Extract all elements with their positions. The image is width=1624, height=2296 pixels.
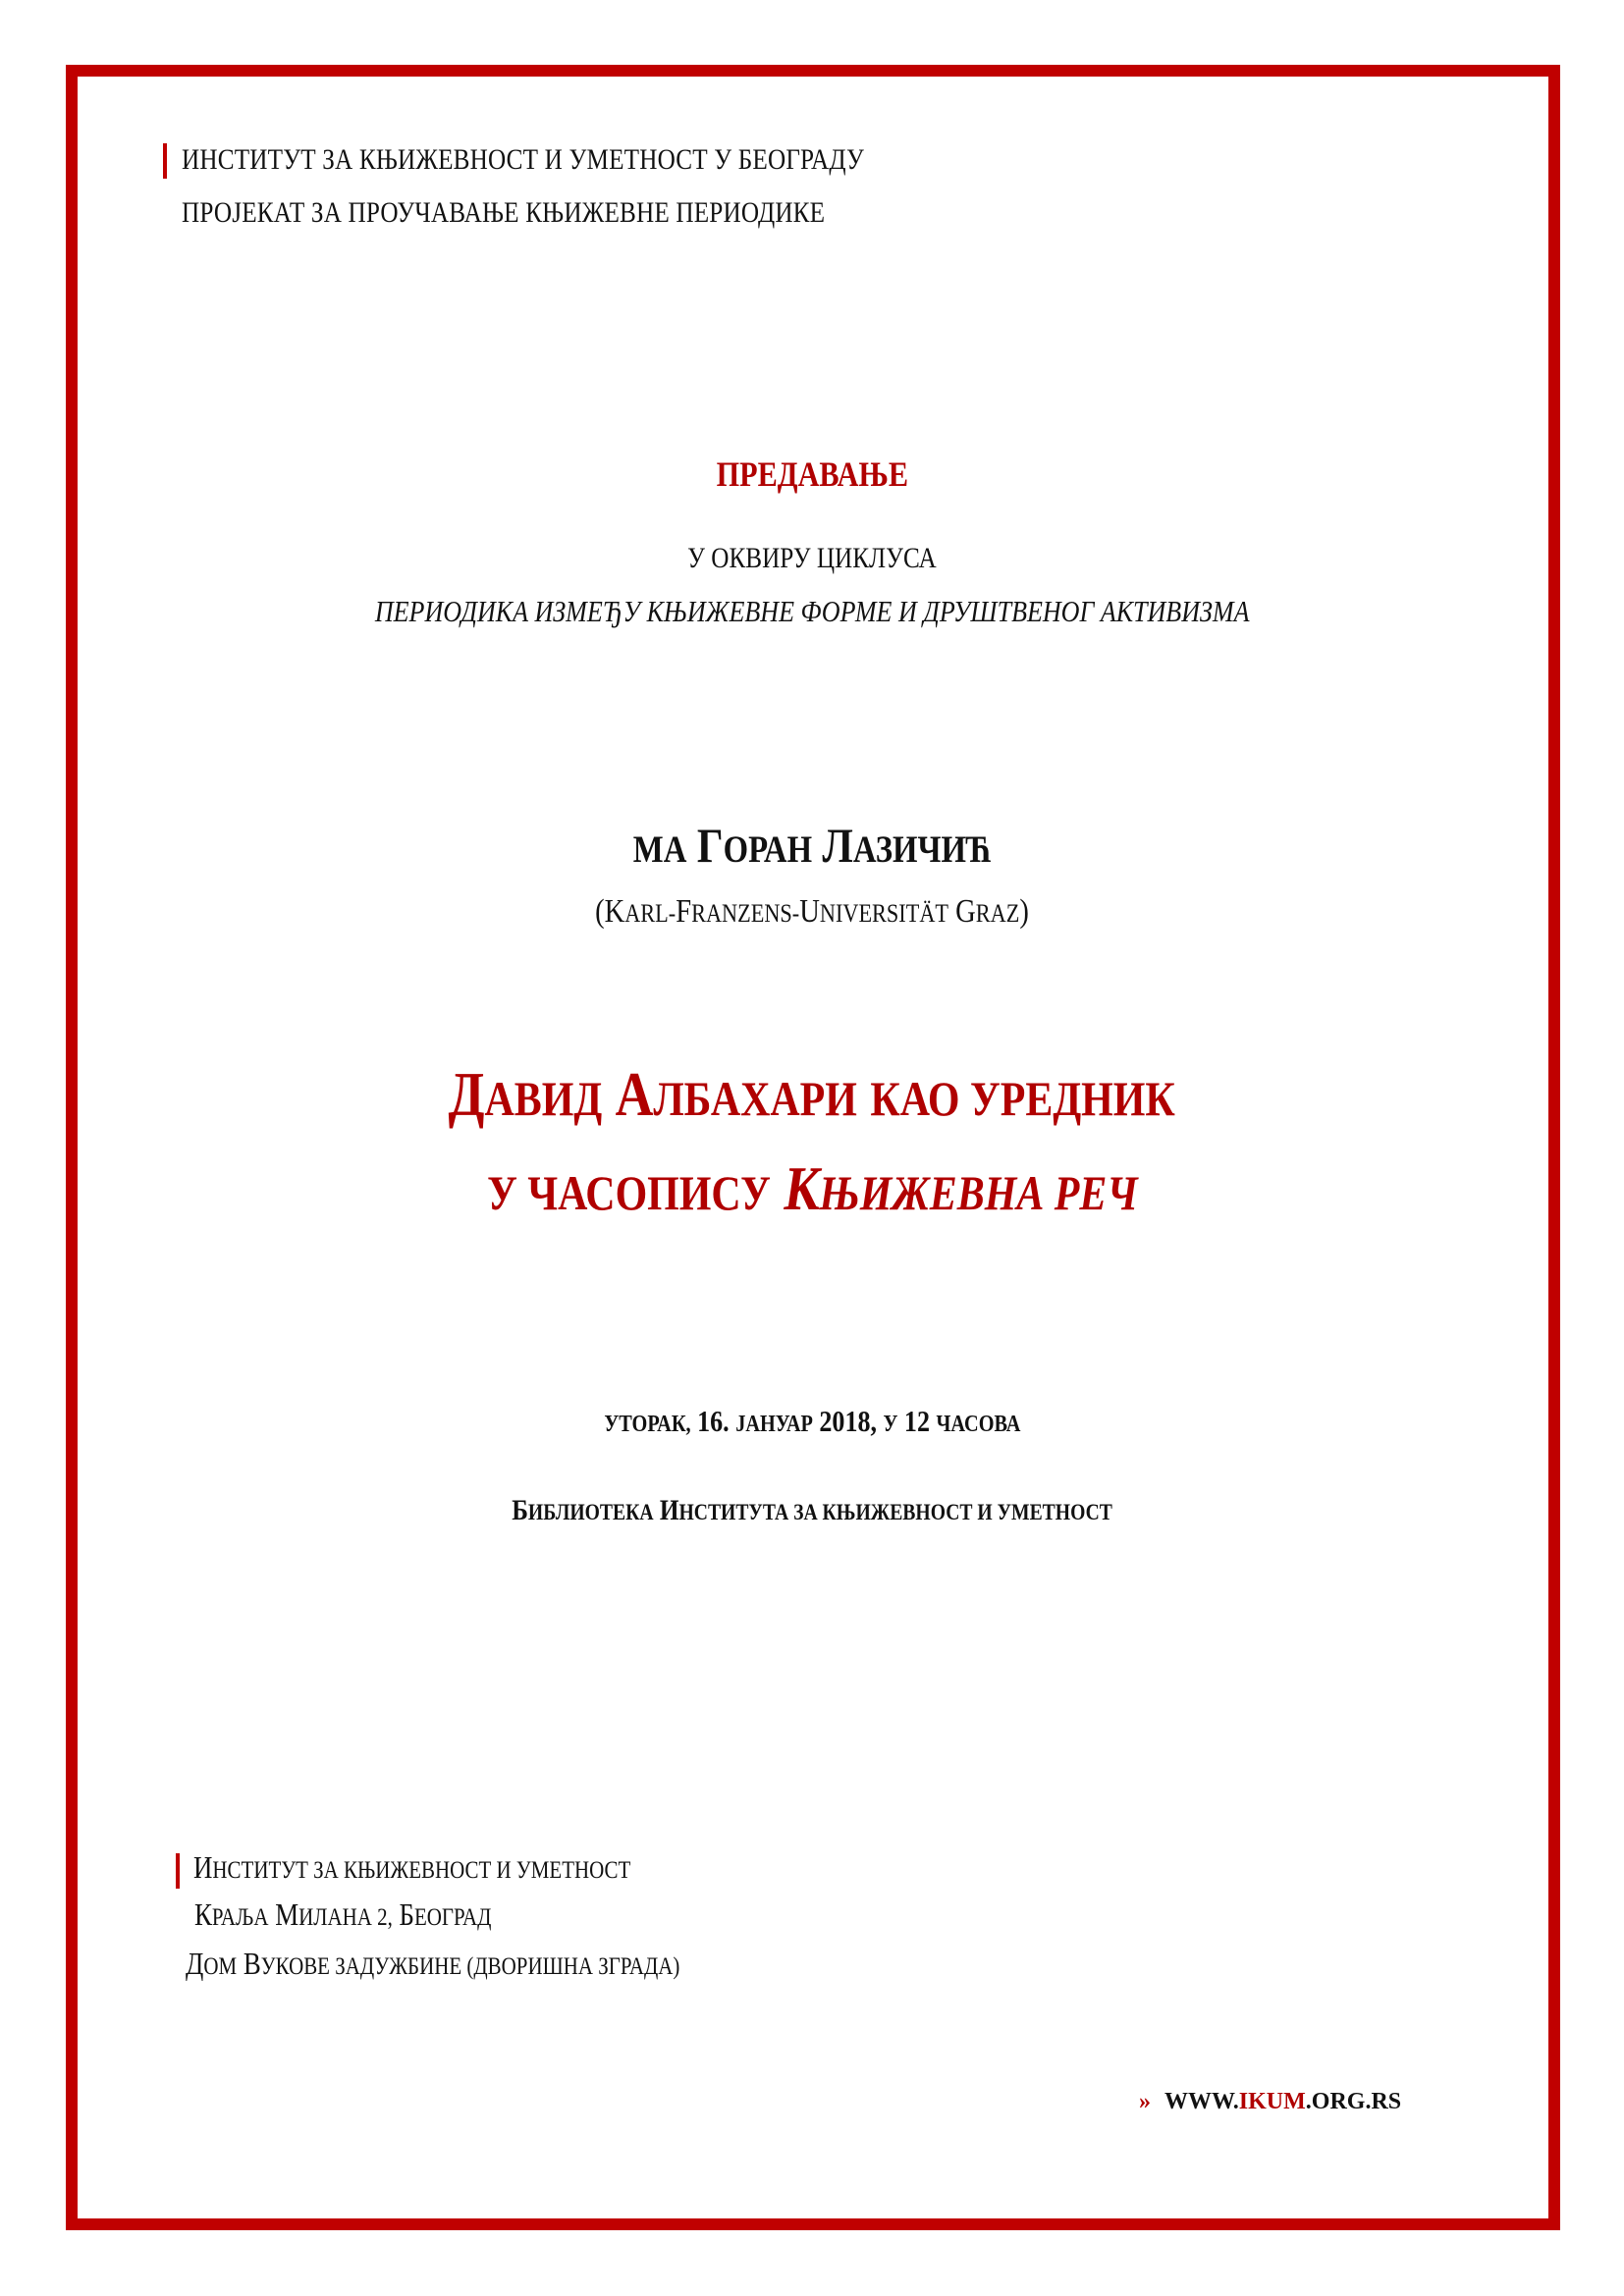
chevron-right-icon: » xyxy=(1139,2089,1151,2114)
speaker-name: МА ГОРАН ЛАЗИЧИЋ xyxy=(632,818,992,873)
event-datetime: УТОРАК, 16. ЈАНУАР 2018, У 12 ЧАСОВА xyxy=(603,1404,1021,1438)
journal-title: КЊИЖЕВНА РЕЧ xyxy=(783,1153,1138,1223)
header-project xyxy=(182,196,947,230)
header-accent-bar xyxy=(163,143,167,179)
header-project-text: ПРОЈЕКАТ ЗА ПРОУЧАВАЊЕ КЊИЖЕВНЕ ПЕРИОДИКЕ xyxy=(182,196,826,229)
header-institute-text: ИНСТИТУТ ЗА КЊИЖЕВНОСТ И УМЕТНОСТ У БЕОГРАДУ xyxy=(182,143,865,176)
speaker-affiliation: (KARL-FRANZENS-UNIVERSITÄT GRAZ) xyxy=(595,893,1029,930)
event-venue: БИБЛИОТЕКА ИНСТИТУТА ЗА КЊИЖЕВНОСТ И УМЕТНОСТ xyxy=(512,1494,1112,1526)
header-institute xyxy=(182,143,994,177)
footer-street-address: КРАЉА МИЛАНА 2, БЕОГРАД xyxy=(194,1896,492,1932)
lecture-title-line1: ДАВИД АЛБАХАРИ КАО УРЕДНИК xyxy=(448,1059,1176,1129)
event-type: ПРЕДАВАЊЕ xyxy=(716,454,908,494)
website-link[interactable]: » WWW.IKUM.ORG.RS xyxy=(1139,2089,1402,2114)
footer-accent-bar xyxy=(176,1853,180,1889)
series-title: ПЕРИОДИКА ИЗМЕЂУ КЊИЖЕВНЕ ФОРМЕ И ДРУШТВЕНОГ АКТИВИЗМА xyxy=(374,594,1250,628)
footer-building: ДОМ ВУКОВЕ ЗАДУЖБИНЕ (ДВОРИШНА ЗГРАДА) xyxy=(186,1946,680,1981)
lecture-title-line2: У ЧАСОПИСУ КЊИЖЕВНА РЕЧ xyxy=(486,1153,1138,1223)
series-intro: У ОКВИРУ ЦИКЛУСА xyxy=(687,542,937,574)
footer-institute: ИНСТИТУТ ЗА КЊИЖЕВНОСТ И УМЕТНОСТ xyxy=(193,1849,631,1885)
